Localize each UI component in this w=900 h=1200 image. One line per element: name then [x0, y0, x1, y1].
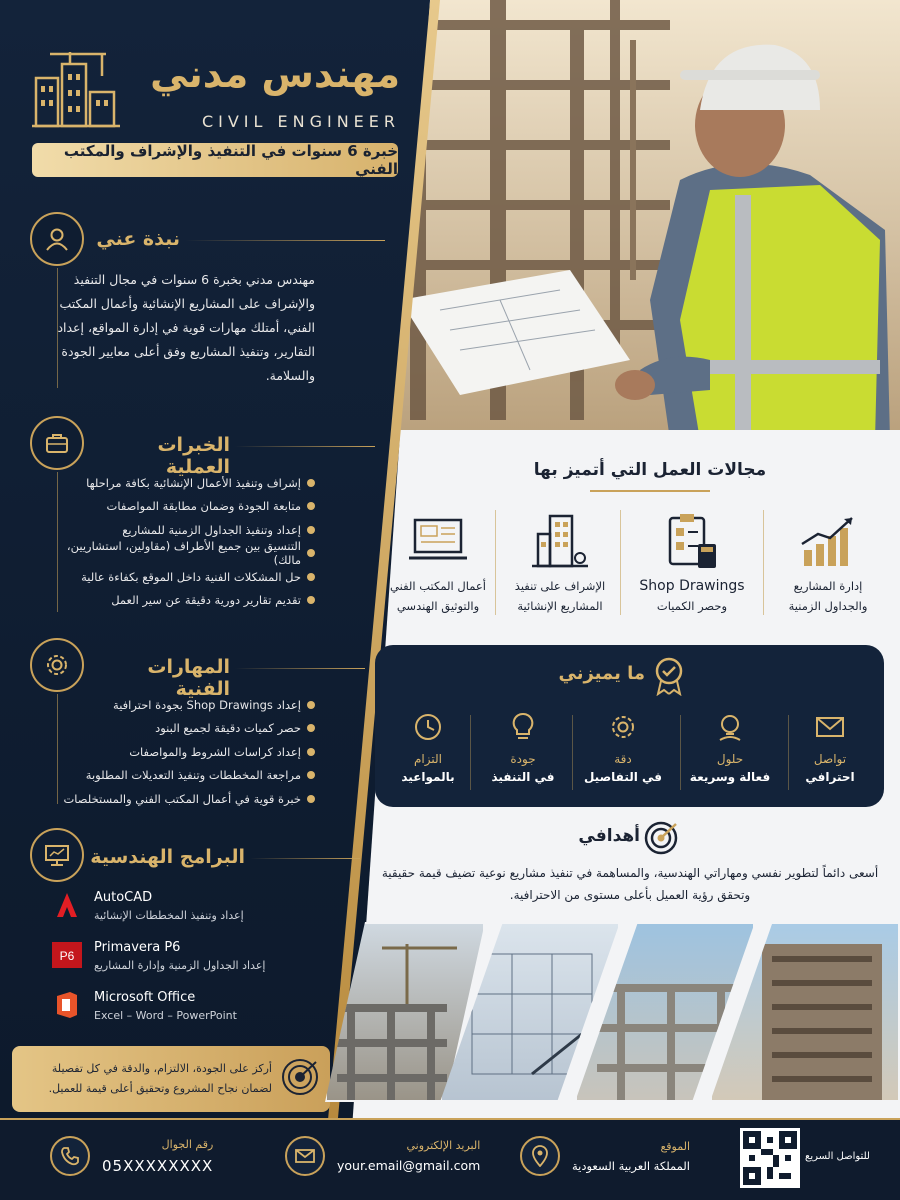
bullet-dot: [307, 596, 315, 604]
field-item-technical-office: [378, 510, 498, 616]
list-item-text: إعداد كراسات الشروط والمواصفات: [129, 744, 301, 759]
buildings-crane-logo: [30, 48, 122, 130]
about-title: نبذة عني: [96, 228, 180, 250]
gear-icon: [30, 638, 84, 692]
list-item: [40, 764, 315, 788]
monitor-chart-icon: [30, 828, 84, 882]
field-divider: [620, 510, 621, 615]
list-item-text: إعداد وتنفيذ الجداول الزمنية للمشاريع: [122, 522, 301, 537]
contact-location: [520, 1136, 690, 1176]
skills-list: [40, 693, 315, 811]
field-label: Shop Drawings: [639, 578, 745, 594]
distinct-item-commitment: [378, 710, 478, 784]
envelope-icon: [285, 1136, 325, 1176]
experience-divider: [235, 446, 375, 447]
primavera-icon: [52, 940, 82, 970]
building-icon: [500, 510, 620, 572]
field-item-supervision: [500, 510, 620, 616]
page-title: مهندس مدني: [150, 52, 400, 96]
list-item-text: تقديم تقارير دورية دقيقة عن سير العمل: [111, 593, 301, 608]
distinct-divider: [680, 715, 681, 790]
software-desc: Excel – Word – PowerPoint: [94, 1009, 237, 1022]
software-desc: إعداد الجداول الزمنية وإدارة المشاريع: [94, 959, 266, 972]
hero-photo: [380, 0, 900, 440]
list-item: [40, 787, 315, 811]
skills-title: المهارات الفنية: [147, 656, 230, 700]
distinct-label-strong: في التفاصيل: [583, 770, 663, 784]
page-subtitle: CIVIL ENGINEER: [201, 112, 400, 131]
software-divider: [250, 858, 360, 859]
field-item-project-management: [768, 510, 888, 616]
phone-icon: [50, 1136, 90, 1176]
software-item-autocad: [52, 890, 244, 922]
office-icon: [52, 990, 82, 1020]
phone-value[interactable]: 05XXXXXXXX: [102, 1156, 214, 1175]
goals-text: أسعى دائماً لتطوير نفسي ومهاراتي الهندسية، والمساهمة في تنفيذ مشاريع نوعية تضيف قيمة حقيقية وتحقق رؤية العميل بأعلى مستوى من الاحترافية.: [381, 866, 879, 902]
software-name: Primavera P6: [94, 940, 181, 955]
distinct-label: حلول: [716, 752, 744, 766]
about-divider: [185, 240, 385, 241]
goals-title: أهدافي: [578, 826, 640, 846]
software-title: البرامج الهندسية: [90, 846, 245, 868]
location-pin-icon: [520, 1136, 560, 1176]
award-medal-icon: [652, 656, 686, 700]
distinct-label: التزام: [414, 752, 442, 766]
bullet-dot: [307, 479, 315, 487]
growth-chart-icon: [768, 510, 888, 572]
list-item: [40, 518, 315, 542]
list-item: [40, 693, 315, 717]
experience-ribbon: [32, 143, 398, 177]
experience-title: الخبرات العملية: [157, 434, 230, 478]
field-label: والجداول الزمنية: [788, 599, 868, 613]
phone-label: رقم الجوال: [161, 1137, 214, 1151]
list-item-text: إعداد Shop Drawings بجودة احترافية: [113, 697, 301, 712]
qr-code[interactable]: [740, 1128, 800, 1188]
distinct-item-solutions: [680, 710, 780, 784]
distinct-label: دقة: [614, 752, 632, 766]
distinct-item-quality: [473, 710, 573, 784]
laptop-blueprint-icon: [378, 510, 498, 572]
bulb-icon: [473, 710, 573, 744]
focus-box: [12, 1046, 330, 1112]
software-name: Microsoft Office: [94, 990, 196, 1005]
field-label: وحصر الكميات: [656, 599, 728, 613]
field-label: أعمال المكتب الفني: [390, 579, 486, 593]
list-item: [40, 565, 315, 589]
software-desc: إعداد وتنفيذ المخططات الإنشائية: [94, 909, 244, 922]
autocad-icon: [52, 890, 82, 920]
field-label: المشاريع الإنشائية: [517, 599, 603, 613]
bullet-dot: [307, 701, 315, 709]
gear-icon: [573, 710, 673, 744]
list-item-text: مراجعة المخططات وتنفيذ التعديلات المطلوبة: [85, 768, 301, 783]
field-label: والتوثيق الهندسي: [396, 599, 480, 613]
bullet-dot: [307, 549, 315, 557]
distinct-label-strong: في التنفيذ: [491, 770, 555, 784]
list-item: [40, 471, 315, 495]
user-icon: [30, 212, 84, 266]
list-item-text: إشراف وتنفيذ الأعمال الإنشائية بكافة مراحلها: [86, 475, 301, 490]
construction-engineer-illustration: [380, 0, 900, 440]
envelope-icon: [780, 710, 880, 744]
bullet-dot: [307, 724, 315, 732]
project-gallery: [325, 922, 900, 1102]
field-label: إدارة المشاريع: [793, 579, 863, 593]
target-icon: [643, 820, 679, 860]
list-item-text: التنسيق بين جميع الأطراف (مقاولين، استشاريين، مالك): [66, 539, 301, 568]
ribbon-text: خبرة 6 سنوات في التنفيذ والإشراف والمكتب الفني: [63, 142, 398, 178]
clipboard-calculator-icon: [632, 510, 752, 572]
bullet-dot: [307, 526, 315, 534]
software-item-primavera: [52, 940, 265, 972]
skills-divider: [235, 668, 365, 669]
distinct-item-communication: [780, 710, 880, 784]
lightbulb-hand-icon: [680, 710, 780, 744]
software-item-office: [52, 990, 237, 1022]
focus-text: أركز على الجودة، الالتزام، والدقة في كل تفصيلة لضمان نجاح المشروع وتحقيق أعلى قيمة للعميل.: [48, 1062, 272, 1095]
distinct-label-strong: بالمواعيد: [401, 770, 455, 784]
bullet-dot: [307, 748, 315, 756]
distinct-label: جودة: [510, 752, 536, 766]
list-item-text: خبرة قوية في أعمال المكتب الفني والمستخلصات: [63, 791, 301, 806]
about-text: مهندس مدني بخبرة 6 سنوات في مجال التنفيذ والإشراف على المشاريع الإنشائية وأعمال المكتب الفني، أمتلك مهارات قوية في إدارة المواقع، إعداد التقارير، وتنفيذ المشاريع وفق أعلى معايير الجودة والسلامة.: [57, 272, 315, 383]
fields-title: مجالات العمل التي أتميز بها: [533, 460, 767, 480]
location-label: الموقع: [660, 1139, 690, 1153]
experience-list: [40, 471, 315, 612]
bullet-dot: [307, 573, 315, 581]
list-item: [40, 717, 315, 741]
field-divider: [763, 510, 764, 615]
list-item-text: متابعة الجودة وضمان مطابقة المواصفات: [106, 499, 301, 514]
email-label: البريد الإلكتروني: [406, 1139, 481, 1152]
list-item-text: حل المشكلات الفنية داخل الموقع بكفاءة عالية: [81, 569, 301, 584]
contact-phone[interactable]: [50, 1136, 213, 1176]
location-value: المملكة العربية السعودية: [572, 1158, 690, 1173]
clock-icon: [378, 710, 478, 744]
bullet-dot: [307, 771, 315, 779]
email-value[interactable]: your.email@gmail.com: [337, 1158, 481, 1173]
list-item: [40, 539, 315, 568]
contact-email[interactable]: [285, 1136, 480, 1176]
bullet-dot: [307, 795, 315, 803]
distinct-label-strong: احترافي: [805, 770, 855, 784]
software-name: AutoCAD: [94, 890, 153, 905]
list-item: [40, 495, 315, 519]
primavera-badge: P6: [59, 949, 75, 963]
field-label: الإشراف على تنفيذ: [514, 579, 606, 593]
bullet-dot: [307, 502, 315, 510]
distinct-label: تواصل: [813, 752, 847, 766]
distinct-divider: [788, 715, 789, 790]
list-item: [40, 589, 315, 613]
target-icon: [280, 1057, 320, 1101]
fields-underline: [590, 490, 710, 492]
distinct-item-accuracy: [573, 710, 673, 784]
list-item: [40, 740, 315, 764]
field-item-shop-drawings: [632, 510, 752, 616]
distinct-title: ما يميزني: [558, 663, 645, 684]
briefcase-icon: [30, 416, 84, 470]
list-item-text: حصر كميات دقيقة لجميع البنود: [155, 721, 301, 736]
qr-label: للتواصل السريع: [805, 1151, 870, 1162]
distinct-label-strong: فعالة وسريعة: [689, 770, 771, 784]
